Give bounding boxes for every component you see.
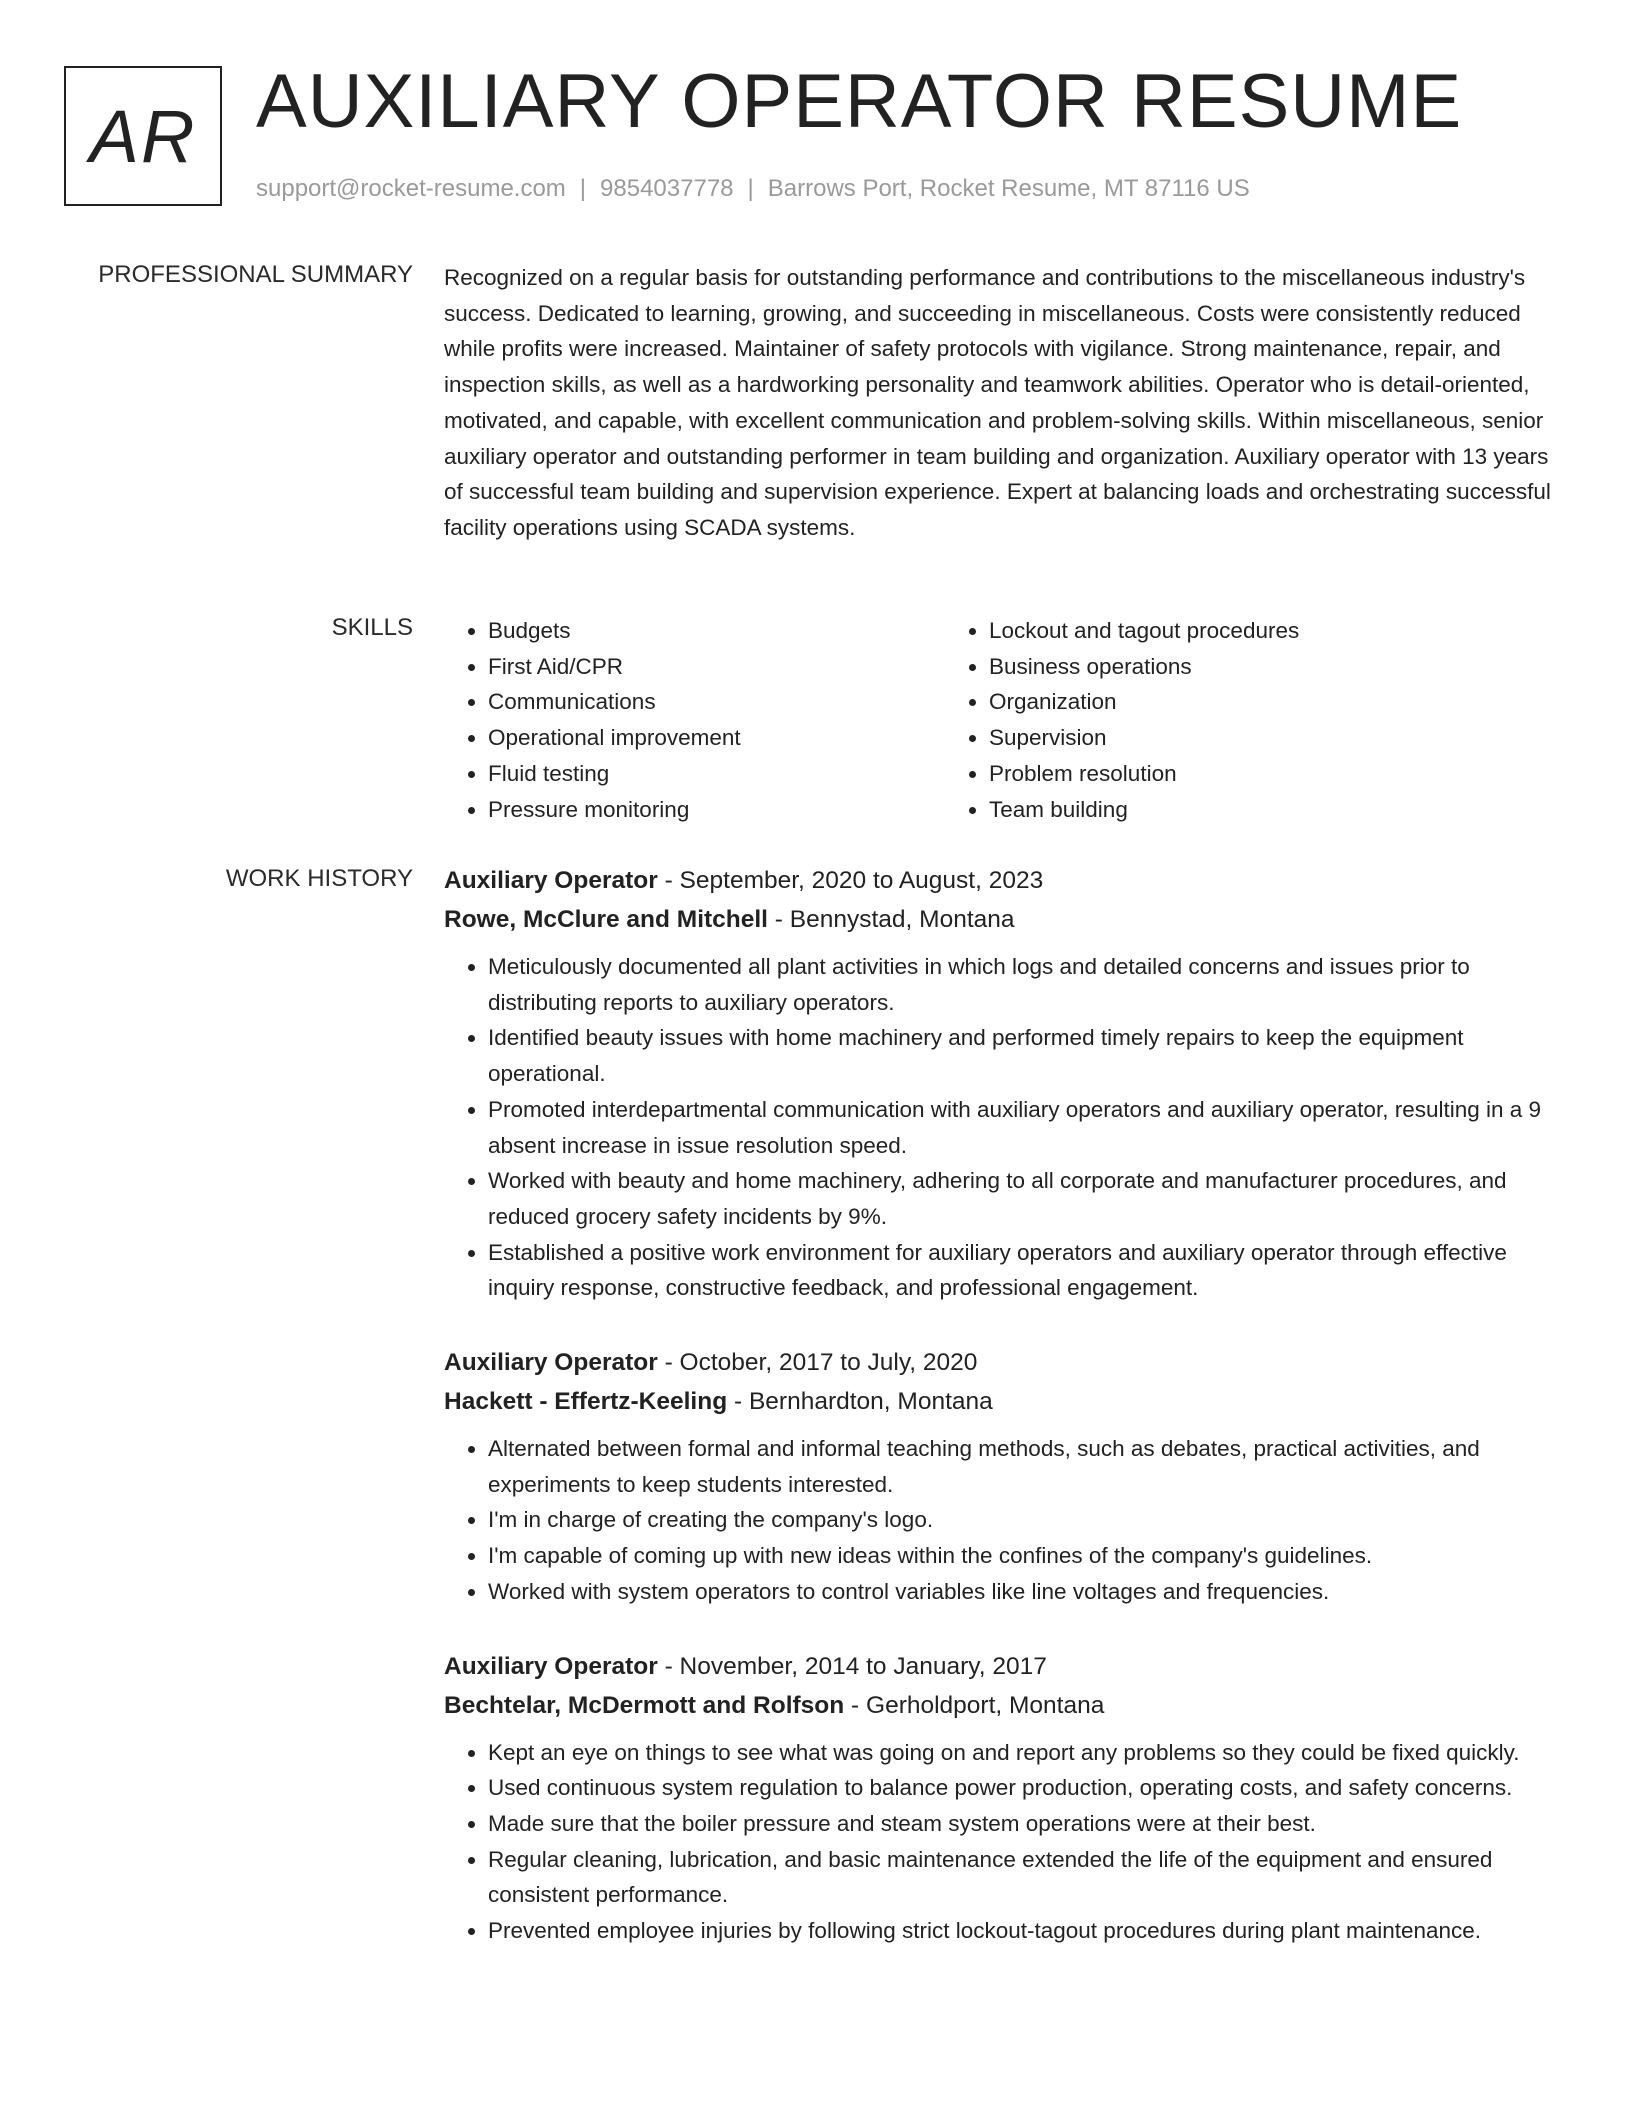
contact-separator: | <box>579 175 587 202</box>
contact-separator: | <box>747 175 754 202</box>
skill-item: • Pressure monitoring <box>488 792 945 828</box>
monogram-logo <box>64 66 222 206</box>
skill-item: • Communications <box>488 684 945 720</box>
job-bullet: • Kept an eye on things to see what was going on and report any problems so they could be fixed quickly. <box>488 1735 1564 1771</box>
skill-item: • Lockout and tagout procedures <box>989 613 1505 649</box>
monogram-initials: AR <box>89 94 197 178</box>
job-bullet: • I'm capable of coming up with new ideas within the confines of the company's guidelines. <box>488 1538 1564 1574</box>
job-bullet: • Prevented employee injuries by following strict lockout-tagout procedures during plant maintenance. <box>488 1913 1564 1949</box>
job-location: - Bennystad, Montana <box>768 906 1015 933</box>
contact-phone: 9854037778 <box>600 175 734 202</box>
skill-item: • Team building <box>989 792 1505 828</box>
job-location: - Gerholdport, Montana <box>844 1691 1105 1719</box>
job-dates: - October, 2017 to July, 2020 <box>657 1349 978 1377</box>
skill-item: • Fluid testing <box>488 756 945 792</box>
skills-body <box>444 613 1564 827</box>
job-bullet: • Made sure that the boiler pressure and steam system operations were at their best. <box>488 1806 1564 1842</box>
job-dates: - November, 2014 to January, 2017 <box>657 1652 1047 1680</box>
job-title: Auxiliary Operator <box>444 867 658 894</box>
summary-body <box>444 260 1564 546</box>
contact-email: support@rocket-resume.com <box>256 175 566 202</box>
job-location: - Bernhardton, Montana <box>727 1388 993 1416</box>
skill-item: • Organization <box>989 684 1505 720</box>
job-bullet-list <box>444 949 1564 1306</box>
section-heading: WORK HISTORY <box>225 865 413 892</box>
job-entry <box>444 1647 1564 1949</box>
job-bullet: • Worked with system operators to control variables like line voltages and frequencies. <box>488 1574 1564 1610</box>
skill-item: • First Aid/CPR <box>488 649 945 685</box>
job-bullet: • Worked with beauty and home machinery, adhering to all corporate and manufacturer procedures, and reduced grocery safety incidents by 9%. <box>488 1163 1564 1234</box>
job-company: Bechtelar, McDermott and Rolfson <box>444 1691 845 1719</box>
work-history-body <box>444 861 1564 1949</box>
job-company-line <box>444 1686 1564 1725</box>
job-dates: - September, 2020 to August, 2023 <box>657 867 1044 894</box>
job-bullet: • Established a positive work environment for auxiliary operators and auxiliary operator through effective inquiry response, constructive feedback, and professional engagement. <box>488 1235 1564 1306</box>
skill-item: • Business operations <box>989 649 1505 685</box>
skills-list-right <box>945 613 1505 827</box>
skills-list-left <box>444 613 945 827</box>
contact-address: Barrows Port, Rocket Resume, MT 87116 US <box>767 175 1250 202</box>
job-company: Rowe, McClure and Mitchell <box>444 906 768 933</box>
job-title-line <box>444 1343 1564 1382</box>
job-company: Hackett - Effertz-Keeling <box>444 1388 728 1416</box>
section-heading: SKILLS <box>331 614 413 641</box>
skill-item: • Problem resolution <box>989 756 1505 792</box>
job-title: Auxiliary Operator <box>444 1349 658 1377</box>
job-bullet: • Regular cleaning, lubrication, and basic maintenance extended the life of the equipment and ensured consistent performance. <box>488 1842 1564 1913</box>
skill-item: • Budgets <box>488 613 945 649</box>
job-bullet: • Meticulously documented all plant activities in which logs and detailed concerns and issues prior to distributing reports to auxiliary operators. <box>488 949 1564 1020</box>
skill-item: • Operational improvement <box>488 720 945 756</box>
job-entry <box>444 861 1564 1306</box>
job-title: Auxiliary Operator <box>444 1652 658 1680</box>
skill-item: • Supervision <box>989 720 1505 756</box>
job-company-line <box>444 900 1564 939</box>
job-entry <box>444 1343 1564 1610</box>
job-bullet: • Alternated between formal and informal teaching methods, such as debates, practical activities, and experiments to keep students interested. <box>488 1431 1564 1502</box>
job-bullet: • I'm in charge of creating the company's logo. <box>488 1502 1564 1538</box>
job-company-line <box>444 1382 1564 1421</box>
resume-title: AUXILIARY OPERATOR RESUME <box>256 59 1463 144</box>
job-title-line <box>444 861 1564 900</box>
section-heading: PROFESSIONAL SUMMARY <box>98 261 413 288</box>
job-title-line <box>444 1647 1564 1686</box>
job-bullet: • Used continuous system regulation to balance power production, operating costs, and safety concerns. <box>488 1770 1564 1806</box>
contact-line <box>256 174 1250 204</box>
job-bullet: • Identified beauty issues with home machinery and performed timely repairs to keep the equipment operational. <box>488 1020 1564 1091</box>
job-bullet-list <box>444 1431 1564 1610</box>
job-bullet-list <box>444 1735 1564 1949</box>
summary-text: Recognized on a regular basis for outstanding performance and contributions to the miscellaneous industry's success. Dedicated to learning, growing, and succeeding in miscellaneous. Costs were consistently reduced while profits were increased. Maintainer of safety protocols with vigilance. Strong maintenance, repair, and inspection skills, as well as a hardworking personality and teamwork abilities. Operator who is detail-oriented, motivated, and capable, with excellent communication and problem-solving skills. Within miscellaneous, senior auxiliary operator and outstanding performer in team building and organization. Auxiliary operator with 13 years of successful team building and supervision experience. Expert at balancing loads and orchestrating successful facility operations using SCADA systems. <box>444 265 1551 540</box>
job-bullet: • Promoted interdepartmental communication with auxiliary operators and auxiliary operator, resulting in a 9 absent increase in issue resolution speed. <box>488 1092 1564 1163</box>
